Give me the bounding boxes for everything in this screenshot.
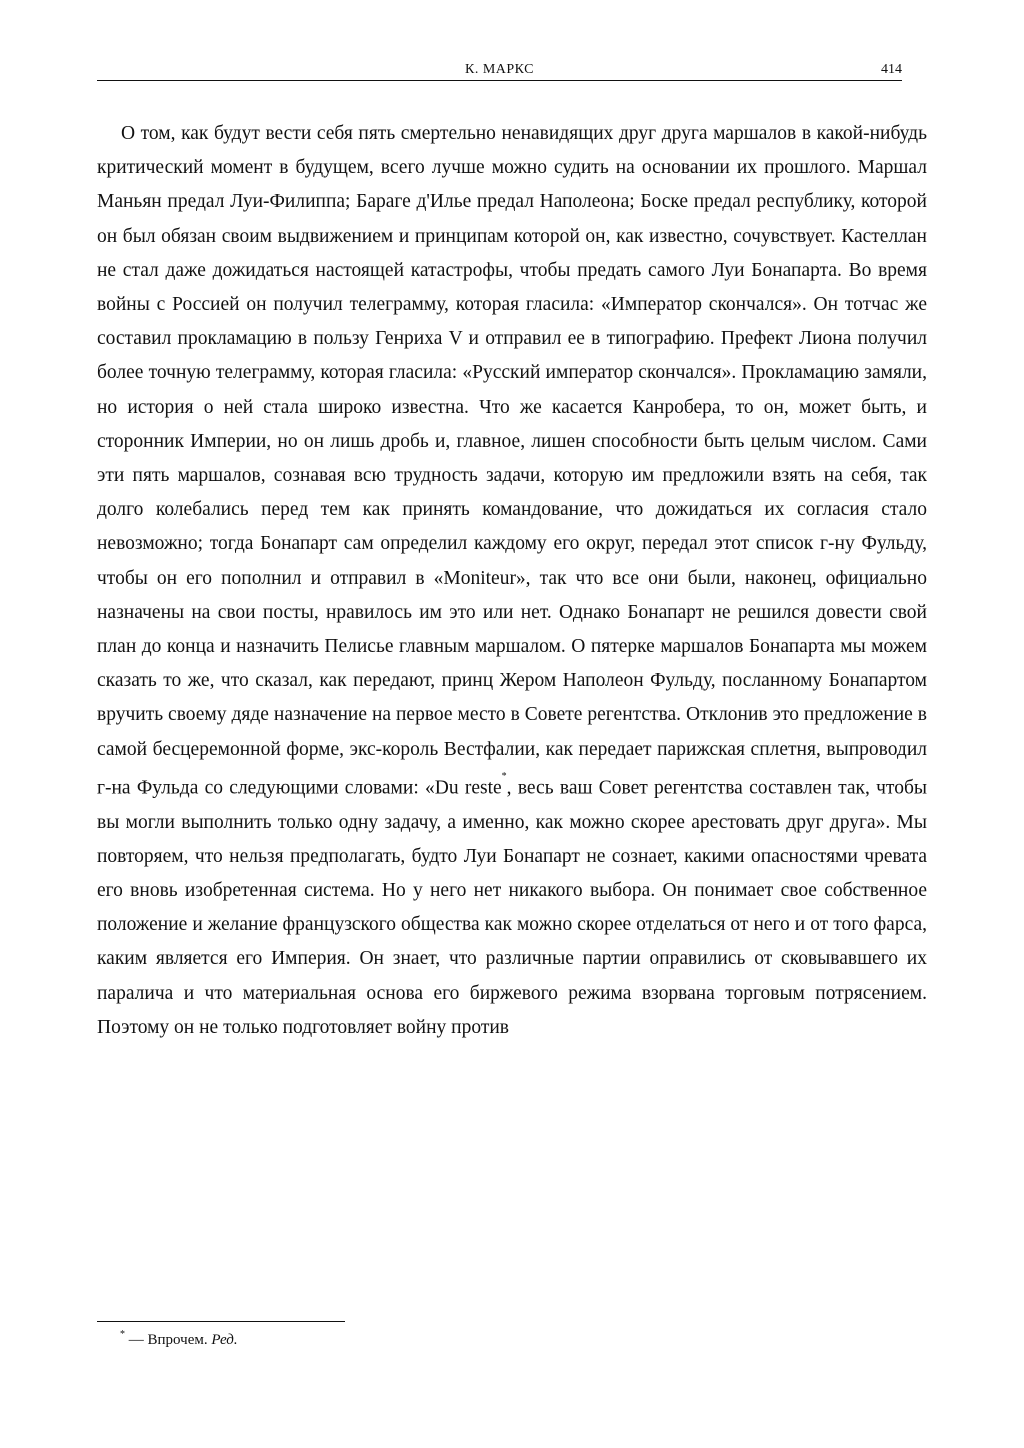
footnote bbox=[120, 1330, 238, 1352]
body-text-part1: О том, как будут вести себя пять смертельно ненавидящих друг друга маршалов в какой-нибудь критический момент в будущем, всего лучше можно судить на основании их прошлого. Маршал Маньян предал Луи-Филиппа; Бараге д'Илье предал Наполеона; Боске предал республику, которой он был обязан своим выдвижением и принципам которой он, как известно, сочувствует. Кастеллан не стал даже дожидаться настоящей катастрофы, чтобы предать самого Луи Бонапарта. Во время войны с Россией он получил телеграмму, которая гласила: «Император скончался». Он тотчас же составил прокламацию в пользу Генриха V и отправил ее в типографию. Префект Лиона получил более точную телеграмму, которая гласила: «Русский император скончался». Прокламацию замяли, но история о ней стала широко известна. Что же касается Канробера, то он, может быть, и сторонник Империи, но он лишь дробь и, главное, лишен способности быть целым числом. Сами эти пять маршалов, сознавая всю трудность задачи, которую им предложили взять на себя, так долго колебались перед тем как принять командование, что дожидаться их согласия стало невозможно; тогда Бонапарт сам определил каждому его округ, передал этот список г-ну Фульду, чтобы он его пополнил и отправил в «Moniteur», так что все они были, наконец, официально назначены на свои посты, нравилось им это или нет. Однако Бонапарт не решился довести свой план до конца и назначить Пелисье главным маршалом. О пятерке маршалов Бонапарта мы можем сказать то же, что сказал, как передают, принц Жером Наполеон Фульду, посланному Бонапартом вручить своему дяде назначение на первое место в Совете регентства. Отклонив это предложение в самой бесцеремонной форме, экс-король Вестфалии, как передает парижская сплетня, выпроводил г-на Фульда со следующими словами: «Du reste bbox=[97, 123, 927, 799]
running-title: К. МАРКС bbox=[464, 62, 534, 77]
body-text-part2: , весь ваш Совет регентства составлен так, чтобы вы могли выполнить только одну задачу, а именно, как можно скорее арестовать друг друга». Мы повторяем, что нельзя предполагать, будто Луи Бонапарт не сознает, какими опасностями чревата его вновь изобретенная система. Но у него нет никакого выбора. Он понимает свое собственное положение и желание французского общества как можно скорее отделаться от него и от того фарса, каким является его Империя. Он знает, что различные партии оправились от сковывавшего их паралича и что материальная основа его биржевого режима взорвана торговым потрясением. Поэтому он не только подготовляет войну против bbox=[97, 777, 927, 1038]
body-paragraph bbox=[97, 117, 927, 1045]
page-number: 414 bbox=[881, 62, 902, 77]
footnote-marker: * bbox=[120, 1329, 125, 1340]
footnote-editor-abbreviation: Ред. bbox=[211, 1332, 238, 1348]
footnote-separator bbox=[97, 1321, 345, 1322]
footnote-reference: * bbox=[501, 770, 507, 782]
page-header bbox=[97, 62, 902, 81]
footnote-text: — Впрочем. bbox=[125, 1332, 212, 1348]
